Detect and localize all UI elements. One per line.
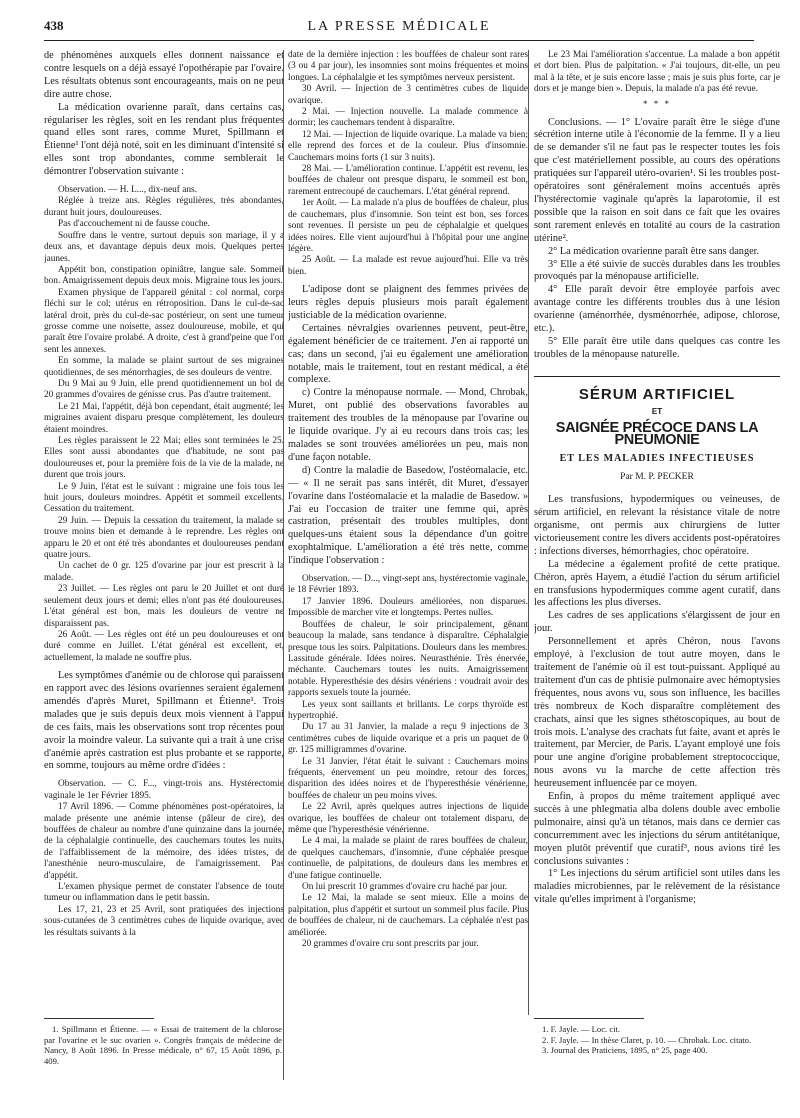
footnote-rule-right bbox=[534, 1018, 644, 1019]
paragraph: 12 Mai. — Injection de liquide ovarique. La malade va bien; elle reprend des forces et de la couleur. Plus d'insomnie. Cauchemars moins forts (1 sur 3 nuits). bbox=[288, 129, 528, 163]
column-middle bbox=[288, 50, 528, 1085]
paragraph: 1° Les injections du sérum artificiel sont utiles dans les maladies microbiennes, par le relèvement de la résistance vitale qu'elles impriment à l'organisme; bbox=[534, 868, 780, 906]
article-body bbox=[534, 494, 780, 907]
page-header bbox=[44, 18, 754, 41]
paragraph: L'adipose dont se plaignent des femmes privées de leurs règles depuis plusieurs mois paraît également justiciable de la médication ovarienne. bbox=[288, 284, 528, 321]
footnote: 1. F. Jayle. — Loc. cit. bbox=[542, 1024, 621, 1034]
footnote: 2. F. Jayle. — In thèse Claret, p. 10. — Chrobak. Loc. citato. bbox=[542, 1034, 752, 1045]
paragraph: Le 9 Juin, l'état est le suivant : migraine une fois tous les huit jours, douleurs moindres. Appétit et sommeil excellents. Cessation du traitement. bbox=[44, 481, 284, 515]
column-divider bbox=[528, 50, 529, 1015]
paragraph: On lui prescrit 10 grammes d'ovaire cru haché par jour. bbox=[302, 882, 508, 893]
paragraph: Souffre dans le ventre, surtout depuis son mariage, il y a deux ans, et davantage depuis deux mois. Quelques pertes jaunes. bbox=[44, 230, 284, 264]
paragraph: Pas d'accouchement ni de fausse couche. bbox=[58, 219, 210, 230]
paragraph: Les symptômes d'anémie ou de chlorose qui paraissent en rapport avec des lésions ovariennes seraient également amendés d'après Muret, Spillmann et Étienne¹. Trois malades que je suis depuis deux mois viennent à l'appui de ces faits, mais les observations sont trop récentes pour avoir la moindre valeur. La suivante qui a trait à une crise d'anémie après castration est plus probante et se rapporte, en somme, toujours au même ordre d'idées : bbox=[44, 670, 284, 772]
paragraph: Les cadres de ses applications s'élargissent de jour en jour. bbox=[534, 610, 780, 635]
column-divider bbox=[283, 50, 284, 1080]
paragraph: Observation. — C. F..., vingt-trois ans. Hystérectomie vaginale le 1er Février 1895. bbox=[44, 779, 284, 801]
paragraph: Le 23 Mai l'amélioration s'accentue. La malade a bon appétit et dort bien. Plus de palpitation. « J'ai toujours, dit-elle, un peu mal à la tête, et je suis encore lasse ; mais je suis plus forte, car je dors et je mange bien ». Depuis, la malade n'a pas été revue. bbox=[534, 50, 780, 95]
paragraph: de phénomènes auxquels elles donnent naissance et contre lesquels on a déjà essayé l'opothérapie par l'ovaire. Les résultats obtenus sont encourageants, mais on ne peut dire autre chose. bbox=[44, 50, 284, 100]
paragraph: Les règles paraissent le 22 Mai; elles sont terminées le 25. Elles sont aussi abondantes que d'habitude, ne sont pas douloureuses et, pour la première fois de la vie de la malade, ne durent que trois jours. bbox=[44, 436, 284, 481]
paragraph: 3° Elle a été suivie de succès durables dans les troubles provoqués par la ménopause artificielle. bbox=[534, 258, 780, 283]
paragraph: La médecine a également profité de cette pratique. Chéron, après Hayem, a étudié l'action du sérum artificiel en transfusions hypodermiques comme agent curatif, dans les affections les plus diverses. bbox=[534, 558, 780, 609]
paragraph: Réglée à treize ans. Règles régulières, très abondantes, durant huit jours, douloureuses. bbox=[44, 196, 284, 218]
paragraph: Enfin, à propos du même traitement appliqué avec succès à une phlegmatia alba dolens double avec embolie pulmonaire, ainsi qu'à un tétanos, mais dans ce dernier cas concurremment avec les injections du sérum antitétanique, moyen plutôt préventif que curatif³, nous avions tiré les conclusions suivantes : bbox=[534, 791, 780, 867]
article-title-second-line: SAIGNÉE PRÉCOCE DANS LA PNEUMONIE bbox=[555, 419, 759, 449]
footnotes-left bbox=[44, 1024, 282, 1066]
paragraph: L'examen physique permet de constater l'absence de toute tumeur ou inflammation dans le petit bassin. bbox=[44, 882, 284, 904]
paragraph: Certaines névralgies ovariennes peuvent, peut-être, également bénéficier de ce traitement. J'en ai rapporté un cas; dans un second, j'ai eu également une amélioration notable, mais le traitement, tout en restant médical, a été complexe. bbox=[288, 322, 528, 386]
paragraph: 1er Août. — La malade n'a plus de bouffées de chaleur, plus de cauchemars, plus d'insomnie. Son teint est bon, ses forces sont revenues. Il persiste un peu de céphalalgie et quelques idées noires. Elle vient aujourd'hui à l'hôpital pour une angine légère. bbox=[288, 198, 528, 254]
footnotes-right bbox=[534, 1024, 780, 1056]
column-left bbox=[44, 50, 284, 1015]
paragraph: Du 9 Mai au 9 Juin, elle prend quotidiennement un bol de 20 grammes d'ovaires de génisse crus. Pas d'autre traitement. bbox=[44, 378, 284, 401]
paragraph: 23 Juillet. — Les règles ont paru le 20 Juillet et ont duré seulement deux jours et demi; elles n'ont pas été douloureuses. L'état général est bon, mais les douleurs de ventre ne disparaissent pas. bbox=[44, 584, 284, 629]
paragraph: 30 Avril. — Injection de 3 centimètres cubes de liquide ovarique. bbox=[288, 84, 528, 106]
paragraph: En somme, la malade se plaint surtout de ses migraines quotidiennes, de ses ménorrhagies, de ses douleurs de ventre. bbox=[44, 356, 284, 378]
paragraph: Examen physique de l'appareil génital : col normal, corps fléchi sur le col; utérus en rétroposition. Dans le cul-de-sac latéral droit, près du cul-de-sac postérieur, on sent une tumeur grosse comme une noisette, assez douloureuse, mobile, et qui paraît être l'ovaire prolabé. A droite, c'est à grand'peine que l'on sent les annexes. bbox=[44, 287, 284, 355]
paragraph: 25 Août. — La malade est revue aujourd'hui. Elle va très bien. bbox=[288, 255, 528, 277]
article-title: SÉRUM ARTIFICIEL bbox=[578, 385, 736, 403]
paragraph: Les yeux sont saillants et brillants. Le corps thyroïde est hypertrophié. bbox=[288, 699, 528, 721]
paragraph: Le 31 Janvier, l'état était le suivant : Cauchemars moins fréquents, énervement un peu moindre, retour des forces, disparition des idées noires et de l'hyperesthésie vénérienne, bouffées de chaleur un peu moins vives. bbox=[288, 756, 528, 801]
paragraph: c) Contre la ménopause normale. — Mond, Chrobak, Muret, ont publié des observations favorables au traitement des troubles de la ménopause par l'ovarine ou le liquide ovarique. J'y ai eu recours dans trois cas; les malades se sont trouvées améliorées un peu, mais non d'une façon notable. bbox=[288, 387, 528, 463]
paragraph: 26 Août. — Les règles ont été un peu douloureuses et ont duré comme en Juillet. L'état général est excellent, et, actuellement, la malade ne souffre plus. bbox=[44, 629, 284, 663]
publication-title: LA PRESSE MÉDICALE bbox=[307, 19, 491, 34]
paragraph: Le 22 Avril, après quelques autres injections de liquide ovarique, les bouffées de chaleur ont totalement disparu, de même que l'hyperesthésie vénérienne. bbox=[288, 802, 528, 835]
paragraph: Un cachet de 0 gr. 125 d'ovarine par jour est prescrit à la malade. bbox=[44, 561, 284, 583]
paragraph: d) Contre la maladie de Basedow, l'ostéomalacie, etc. — « Il ne serait pas sans intérêt, dit Muret, d'essayer l'ovarine dans l'ostéomalacie et la maladie de Basedow. » J'ai eu l'occasion de traiter une femme qui, après castration, présentait des troubles multiples, dont quelques-uns étaient sous la dépendance d'un goitre exophtalmique. L'amélioration a été très nette, comme l'indique l'observation : bbox=[288, 464, 528, 567]
paragraph: 4° Elle paraît devoir être employée parfois avec avantage contre les différents troubles dus à une lésion ovarienne (aménorrhée, dysménorrhée, adipose, chlorose, etc.). bbox=[534, 284, 780, 335]
paragraph: 5° Elle paraît être utile dans quelques cas contre les troubles de la ménopause naturelle. bbox=[534, 335, 780, 360]
paragraph: Le 12 Mai, la malade se sent mieux. Elle a moins de palpitation, plus d'appétit et surtout un sommeil plus facile. Plus de bouffées de chaleur, ni de cauchemars. La céphalée n'est pas améliorée. bbox=[288, 893, 528, 938]
article-byline: Par M. P. PECKER bbox=[620, 472, 694, 483]
paragraph: 2° La médication ovarienne paraît être sans danger. bbox=[548, 245, 760, 257]
paragraph: Le 21 Mai, l'appétit, déjà bon cependant, était augmenté; les migraines avaient disparu presque complètement, les douleurs étaient moindres. bbox=[44, 401, 284, 435]
paragraph: 17 Avril 1896. — Comme phénomènes post-opératoires, la malade présente une anémie intense (pâleur de cire), des bouffées de chaleur au nombre d'une quinzaine dans la journée, de la céphalalgie continuelle, des cauchemars toutes les nuits, de l'affaiblissement de la mémoire, des idées tristes, de l'anesthénie neuro-musculaire, de l'amaigrissement. Pas d'appétit. bbox=[44, 802, 284, 881]
paragraph: Appétit bon, constipation opiniâtre, langue sale. Sommeil bon. Amaigrissement depuis deux mois. Migraine tous les jours. bbox=[44, 264, 284, 287]
paragraph: La médication ovarienne paraît, dans certains cas, régulariser les règles, soit en les rendant plus fréquentes quand elles sont rares, comme Muret, Spillmann et Étienne¹ l'ont déjà noté, soit en les diminuant d'intensité si elles sont trop abondantes, comme semblerait le démontrer l'observation suivante : bbox=[44, 101, 284, 178]
page-number: 438 bbox=[44, 18, 64, 33]
conclusions-section bbox=[534, 117, 780, 362]
paragraph: Les 17, 21, 23 et 25 Avril, sont pratiquées des injections sous-cutanées de 3 centimètres cubes de liquide ovarique, avec les résultats suivants à la bbox=[44, 904, 284, 938]
article-heading bbox=[534, 385, 780, 484]
paragraph: Les transfusions, hypodermiques ou veineuses, de sérum artificiel, en relevant la résistance vitale de notre organisme, ont permis aux chirurgiens de lutter victorieusement contre les divers accidents post-opératoires : infections diverses, hémorrhagies, choc opératoire. bbox=[534, 494, 780, 557]
column-right bbox=[534, 50, 780, 1015]
footnote: 1. Spillmann et Étienne. — « Essai de traitement de la chlorose par l'ovarine et le suc ovarien ». Congrès français de médecine de Nancy, 8 Août 1896. In Presse médicale, n° 67, 15 Août 1896, p. 409. bbox=[44, 1024, 282, 1066]
paragraph: Observation. — H. L..., dix-neuf ans. bbox=[58, 185, 197, 196]
paragraph: Bouffées de chaleur, le soir principalement, gênant beaucoup la malade, sans tendance à disparaître. Céphalalgie presque tous les soirs. Palpitations. Douleurs dans les membres. Lassitude générale. Idées noires. Neurasthénie. Très énervée, méchante. Cauchemars toutes les nuits. Amaigrissement notable. Hyperesthésie des désirs vénériens : voudrait avoir des rapports sexuels toute la journée. bbox=[288, 619, 528, 699]
paragraph: Personnellement et après Chéron, nous l'avons employé, à l'exclusion de tout autre moyen, dans le traitement de l'anémie où il est tout-puissant. Appliqué au traitement d'un cas de phtisie pulmonaire avec hémoptysies fréquentes, nous avons vu, sous son influence, les bacilles très nombreux de Koch disparaître complètement des crachats, ainsi que les signes sthétoscopiques, au bout de trois mois. L'analyse des crachats fut faite, avant et après le traitement, par Mercier, de Paris. L'ayant employé une fois pour une angine d'origine probablement streptococcique, nous avons vu la marche de cette affection très heureusement influencée par ce moyen. bbox=[534, 636, 780, 790]
article-divider bbox=[534, 376, 780, 377]
section-separator-stars: * * * bbox=[643, 98, 671, 109]
footnote-rule-left bbox=[44, 1018, 154, 1019]
paragraph: Du 17 au 31 Janvier, la malade a reçu 9 injections de 3 centimètres cubes de liquide ovarique et a pris un paquet de 0 gr. 125 milligrammes d'ovarine. bbox=[288, 722, 528, 756]
paragraph: 29 Juin. — Depuis la cessation du traitement, la malade se trouve moins bien et demande à le reprendre. Les règles ont apparu le 20 et ont été très abondantes et douloureuses pendant quatre jours. bbox=[44, 515, 284, 561]
paragraph: Observation. — D..., vingt-sept ans, hystérectomie vaginale, le 18 Février 1893. bbox=[288, 574, 528, 596]
paragraph: 28 Mai. — L'amélioration continue. L'appétit est revenu, les bouffées de chaleur ont presque disparu, le sommeil est bon, rarement entrecoupé de cauchemars. L'état général reprend. bbox=[288, 164, 528, 197]
paragraph: 20 grammes d'ovaire cru sont prescrits par jour. bbox=[302, 939, 479, 950]
article-title-conjunction: ET bbox=[651, 406, 663, 416]
article-subtitle: ET LES MALADIES INFECTIEUSES bbox=[559, 453, 755, 465]
paragraph: date de la dernière injection : les bouffées de chaleur sont rares (3 ou 4 par jour), les insomnies sont moins fréquentes et moins longues. La céphalalgie et les symptômes nerveux persistent. bbox=[288, 50, 528, 83]
observation-end bbox=[534, 50, 780, 96]
paragraph: 17 Janvier 1896. Douleurs améliorées, non disparues. Impossible de marcher vite et longtemps. Pertes nulles. bbox=[288, 596, 528, 619]
paragraph: Le 4 mai, la malade se plaint de rares bouffées de chaleur, de quelques cauchemars, d'insomnie, d'une céphalée presque continuelle, de palpitations, de douleurs dans les membres et d'une fatigue continuelle. bbox=[288, 836, 528, 881]
paragraph: Conclusions. — 1° L'ovaire paraît être le siège d'une sécrétion interne utile à l'économie de la femme. Il y a lieu de se demander s'il ne faut pas le respecter toutes les fois que c'est matériellement possible, au cours des opérations pratiquées sur l'appareil utéro-ovarien¹. Si les troubles post-opératoires sont généralement moins accentués après l'hystérectomie vaginale qu'après la laparotomie, il est possible que la raison en soit dans ce fait que les ovaires sont rarement enlevés en totalité au cours de la castration utérine². bbox=[534, 116, 780, 244]
footnote: 3. Journal des Praticiens, 1895, n° 25, page 400. bbox=[542, 1045, 708, 1056]
paragraph: 2 Mai. — Injection nouvelle. La malade commence à dormir; les cauchemars tendent à disparaître. bbox=[288, 107, 528, 129]
